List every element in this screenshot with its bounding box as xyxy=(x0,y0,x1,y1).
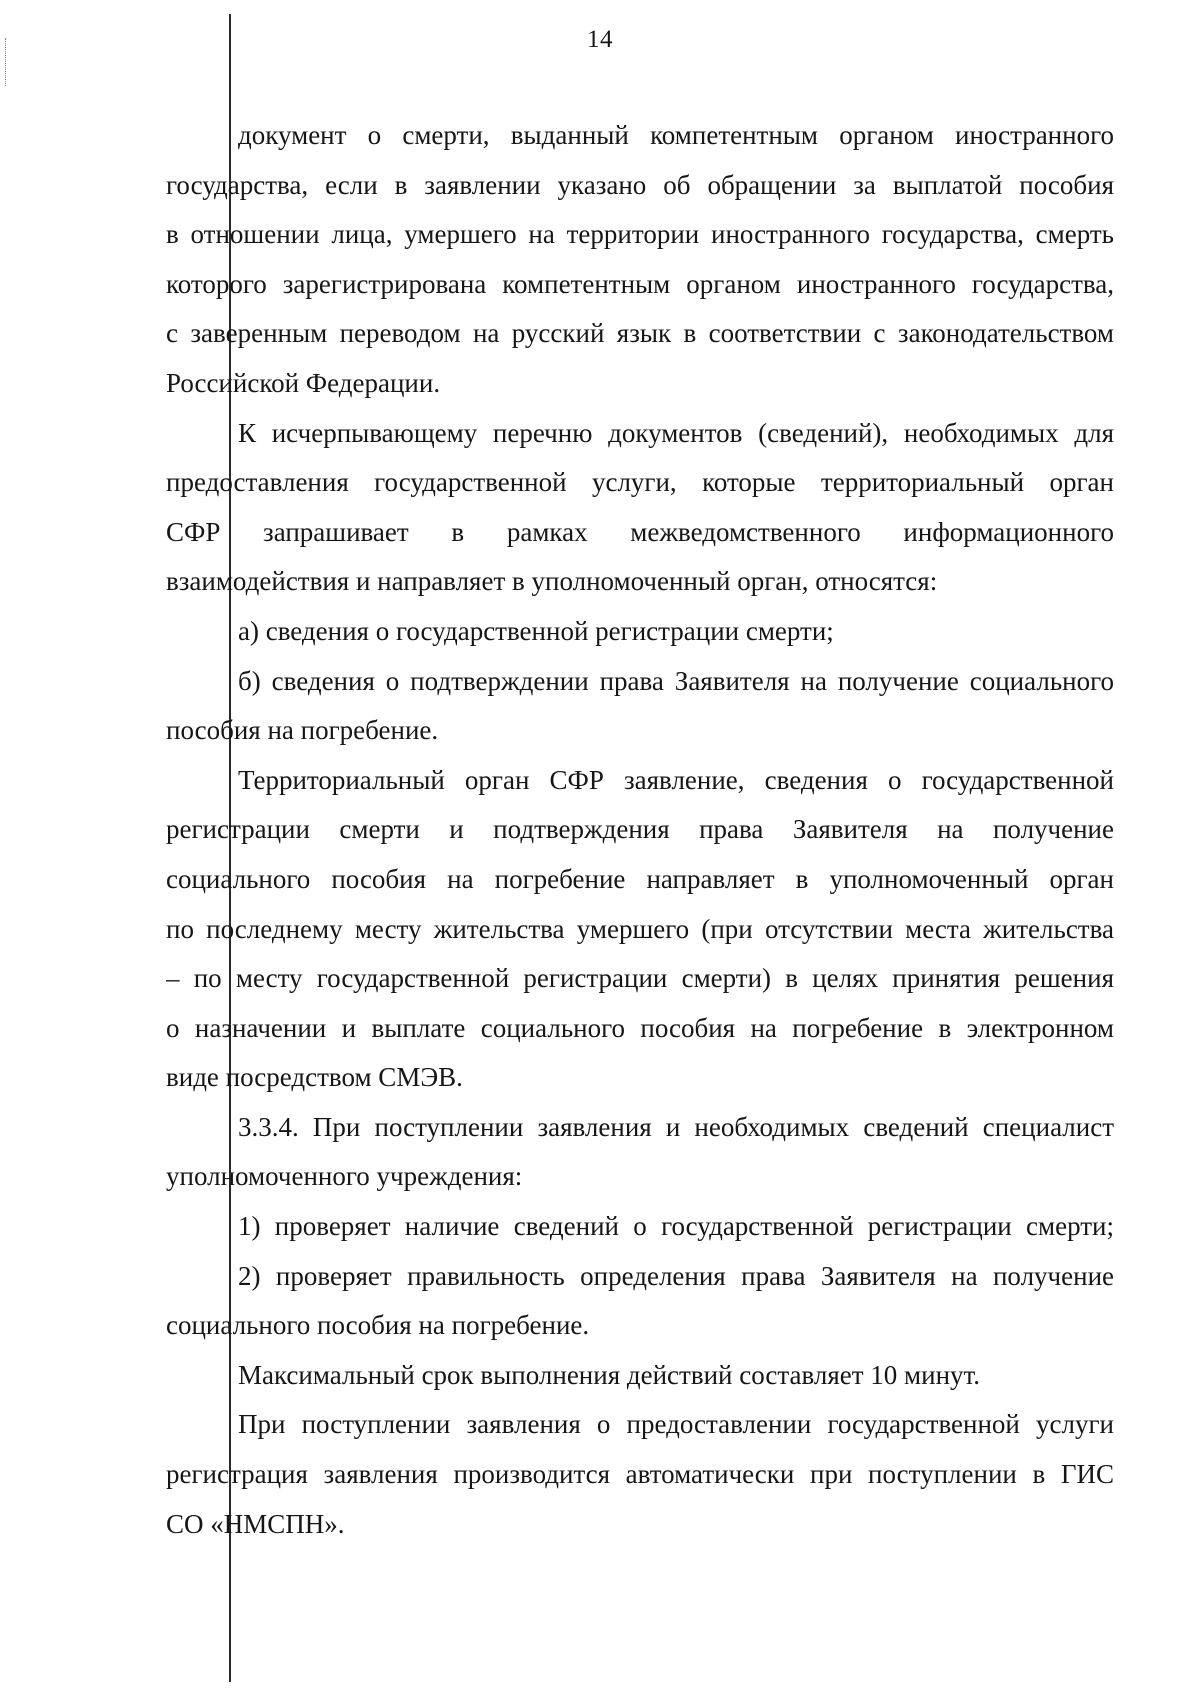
page-number: 14 xyxy=(587,26,613,53)
text-line: Российской Федерации. xyxy=(166,367,441,398)
text-line: социального пособия на погребение направляет в уполномоченный орган xyxy=(166,863,1114,894)
text-line: уполномоченного учреждения: xyxy=(166,1161,523,1192)
text-line: взаимодействия и направляет в уполномоченный орган, относятся: xyxy=(166,566,938,597)
text-line: б) сведения о подтверждении права Заявителя на получение социального xyxy=(238,665,1114,696)
text-line: 1) проверяет наличие сведений о государственной регистрации смерти; xyxy=(238,1211,1114,1242)
text-line: пособия на погребение. xyxy=(166,715,439,746)
text-line: СФР запрашивает в рамках межведомственного информационного xyxy=(166,516,1114,547)
text-line: документ о смерти, выданный компетентным органом иностранного xyxy=(238,120,1114,150)
text-line: в отношении лица, умершего на территории иностранного государства, смерть xyxy=(166,219,1114,250)
text-line: регистрации смерти и подтверждения права Заявителя на получение xyxy=(166,814,1114,845)
text-line: регистрация заявления производится автоматически при поступлении в ГИС xyxy=(166,1459,1114,1490)
text-line: по последнему месту жительства умершего (при отсутствии места жительства xyxy=(166,913,1114,944)
text-line: Территориальный орган СФР заявление, сведения о государственной xyxy=(238,764,1114,795)
text-line: государства, если в заявлении указано об обращении за выплатой пособия xyxy=(166,169,1114,200)
text-line: 2) проверяет правильность определения права Заявителя на получение xyxy=(238,1260,1114,1291)
text-line: 3.3.4. При поступлении заявления и необходимых сведений специалист xyxy=(238,1111,1114,1142)
text-line: которого зарегистрирована компетентным органом иностранного государства, xyxy=(166,268,1114,299)
text-line: а) сведения о государственной регистрации смерти; xyxy=(238,615,834,646)
text-line: При поступлении заявления о предоставлении государственной услуги xyxy=(238,1409,1114,1440)
text-line: СО «НМСПН». xyxy=(166,1508,345,1539)
text-line: социального пособия на погребение. xyxy=(166,1310,590,1341)
text-line: предоставления государственной услуги, которые территориальный орган xyxy=(166,467,1114,498)
document-body xyxy=(166,111,1114,1549)
text-line: К исчерпывающему перечню документов (сведений), необходимых для xyxy=(238,417,1114,448)
text-line: – по месту государственной регистрации смерти) в целях принятия решения xyxy=(166,963,1114,994)
text-line: о назначении и выплате социального пособия на погребение в электронном xyxy=(166,1012,1114,1043)
text-line: Максимальный срок выполнения действий составляет 10 минут. xyxy=(238,1359,981,1390)
text-line: с заверенным переводом на русский язык в соответствии с законодательством xyxy=(166,318,1114,349)
text-line: виде посредством СМЭВ. xyxy=(166,1062,463,1093)
